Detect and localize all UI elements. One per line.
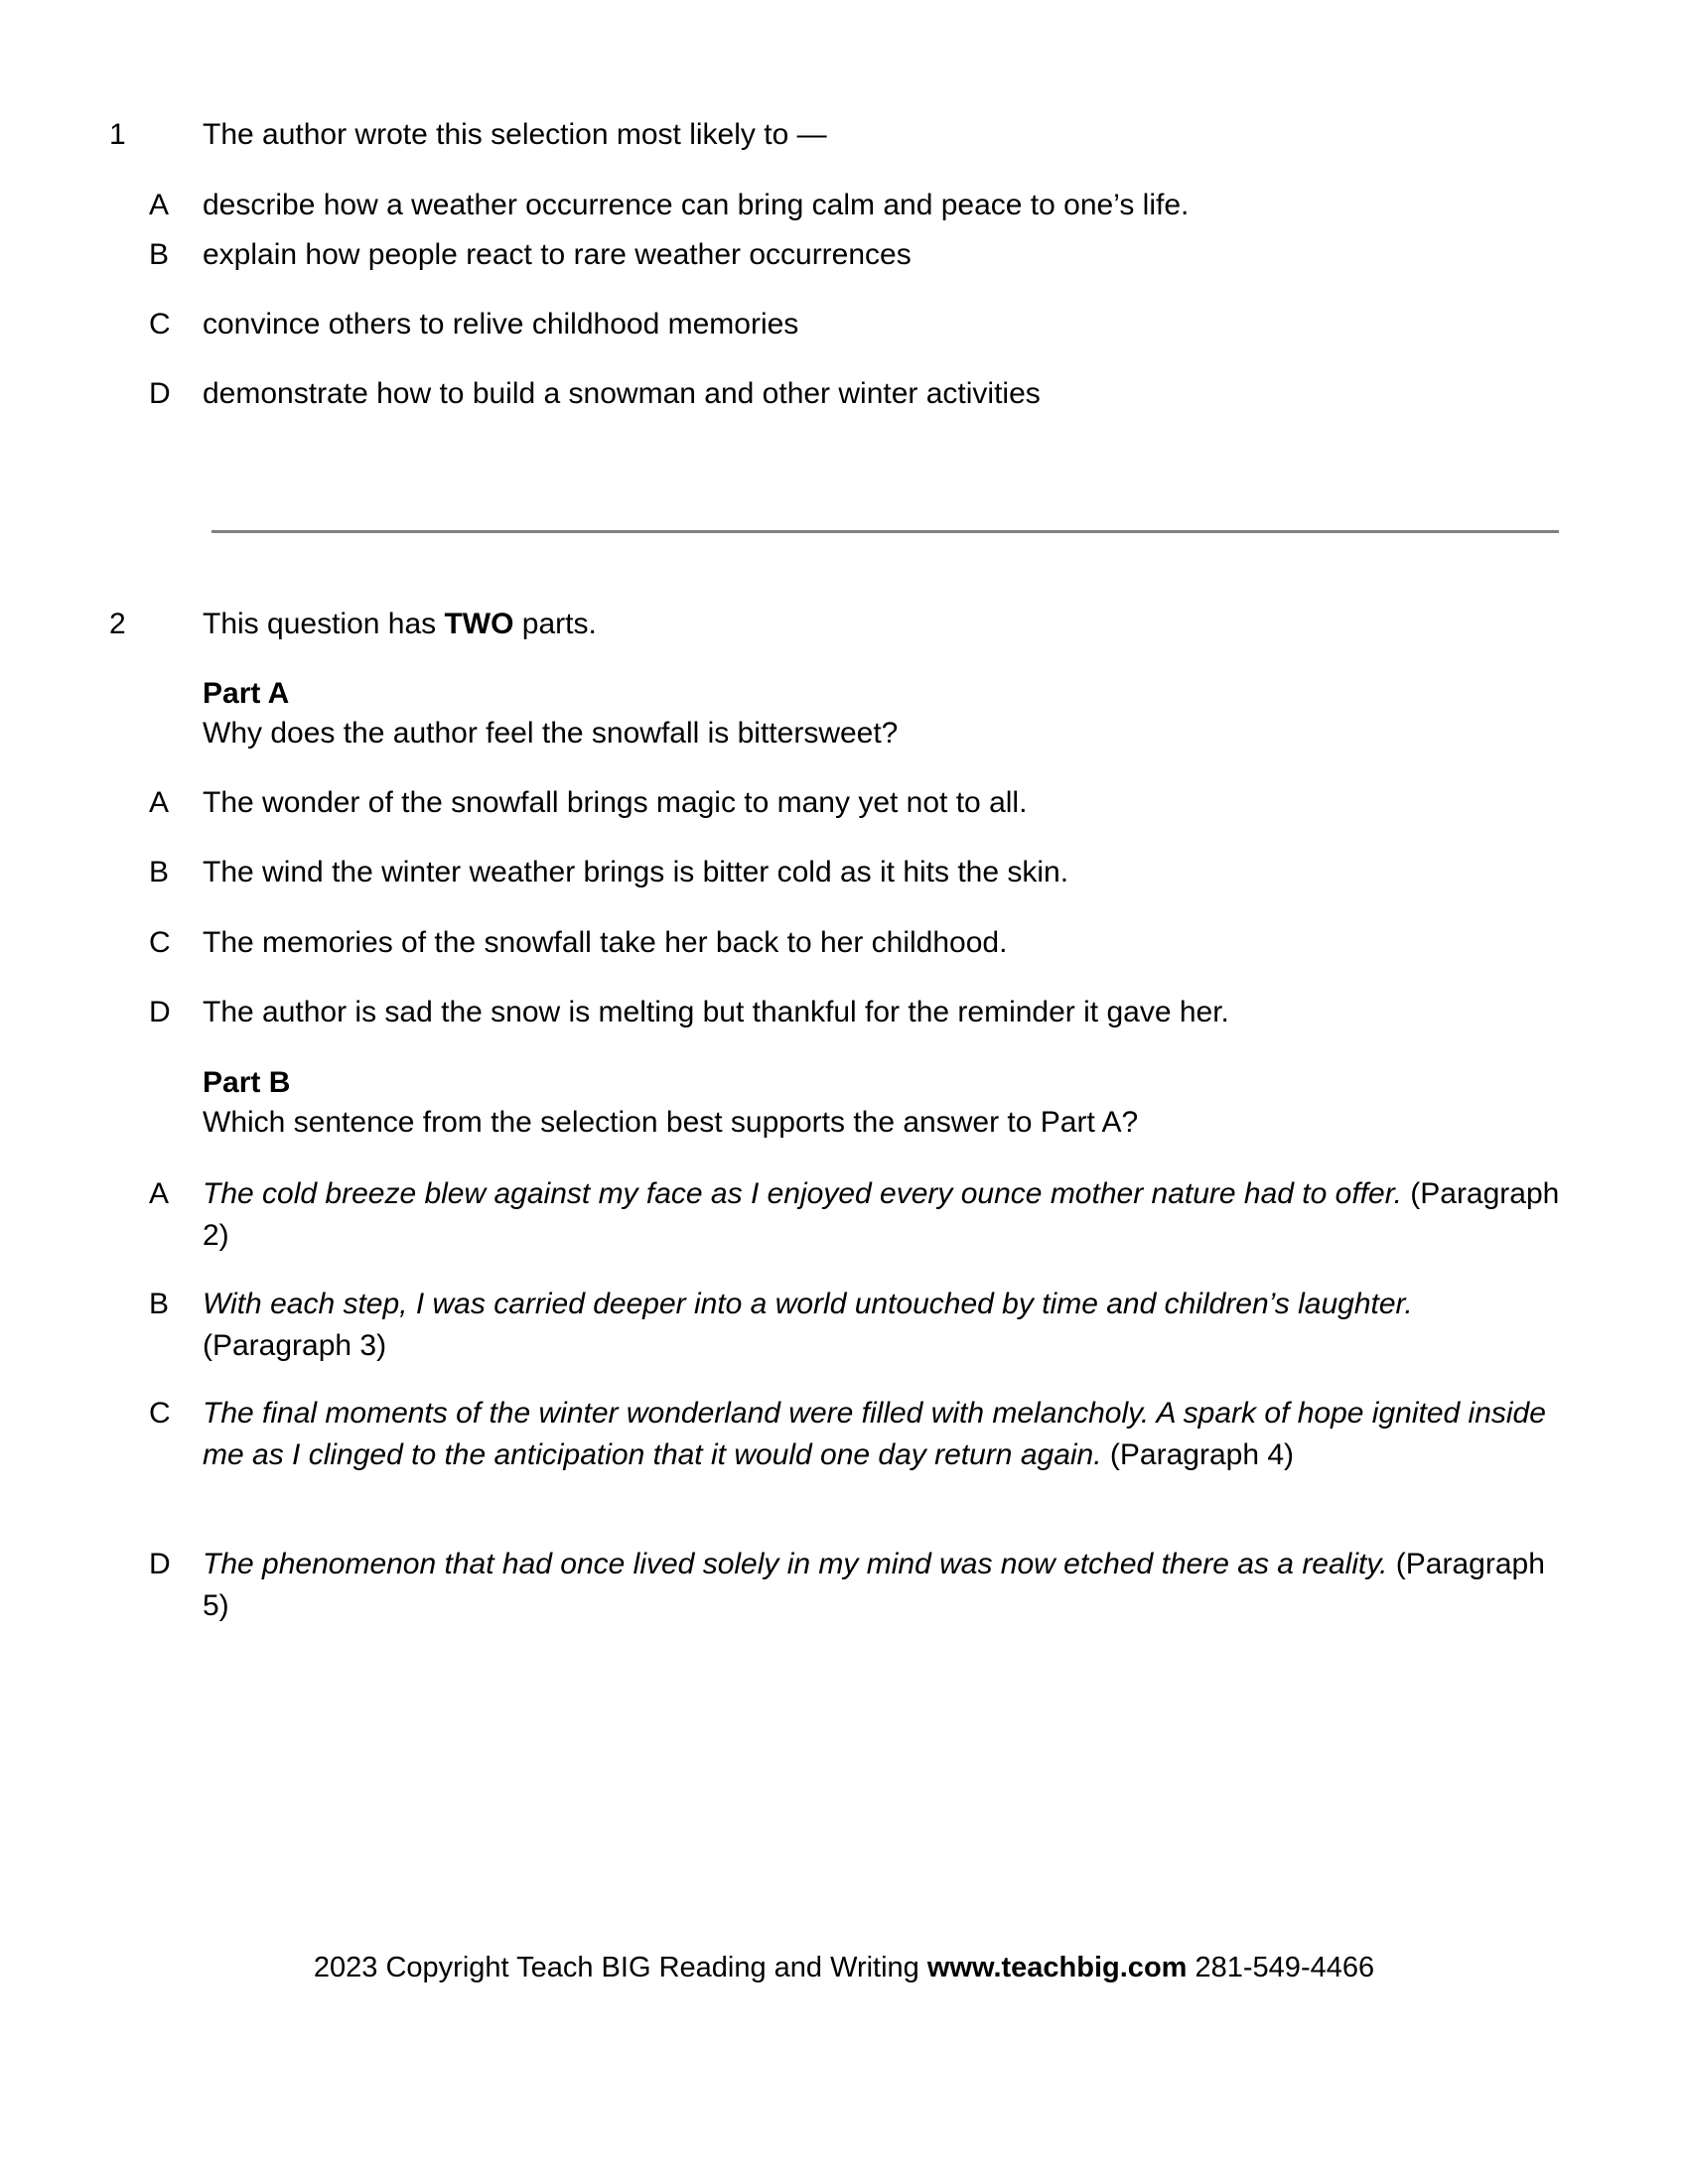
part-b-heading: Part B — [203, 1066, 291, 1099]
option-quote: The final moments of the winter wonderland were filled with melancholy. A spark of hope ignited inside me as I clinged to the anticipation that it would one day return again. — [203, 1397, 1546, 1471]
footer-website: www.teachbig.com — [926, 1952, 1188, 1983]
option-letter: A — [149, 1177, 170, 1210]
option-letter: B — [149, 1288, 170, 1320]
option-source: (Paragraph 3) — [203, 1329, 387, 1362]
option-quote: The phenomenon that had once lived solely in my mind was now etched there as a reality. — [203, 1548, 1388, 1580]
option-quote: With each step, I was carried deeper into a world untouched by time and children’s laughter. — [203, 1288, 1413, 1320]
option-text — [203, 1544, 1568, 1627]
option-text: The author is sad the snow is melting but thankful for the reminder it gave her. — [203, 996, 1229, 1028]
option-text: The wind the winter weather brings is bitter cold as it hits the skin. — [203, 856, 1069, 888]
option-text — [203, 1393, 1573, 1476]
question-2-stem-prefix: This question has — [203, 608, 445, 640]
question-1-stem: The author wrote this selection most likely to — — [203, 118, 827, 151]
option-text — [203, 1284, 1568, 1367]
option-text: convince others to relive childhood memories — [203, 308, 799, 341]
option-source: (Paragraph 2) — [203, 1177, 1560, 1252]
option-letter: A — [149, 786, 170, 819]
question-2-number: 2 — [109, 608, 126, 640]
option-source: (Paragraph 4) — [1101, 1438, 1295, 1471]
option-text: demonstrate how to build a snowman and other winter activities — [203, 377, 1041, 410]
option-letter: D — [149, 1548, 171, 1580]
question-2-stem — [203, 604, 1573, 645]
question-2-stem-suffix: parts. — [513, 608, 597, 640]
option-source: (Paragraph 5) — [203, 1548, 1545, 1622]
option-text: The memories of the snowfall take her back to her childhood. — [203, 926, 1008, 959]
page-footer — [0, 1948, 1688, 1987]
option-letter: B — [149, 856, 170, 888]
option-quote: The cold breeze blew against my face as I enjoyed every ounce mother nature had to offer. — [203, 1177, 1402, 1210]
option-letter: A — [149, 189, 170, 221]
option-letter: C — [149, 1397, 171, 1430]
option-letter: C — [149, 308, 171, 341]
option-letter: C — [149, 926, 171, 959]
question-2-stem-emphasis: TWO — [444, 608, 514, 640]
part-a-heading: Part A — [203, 677, 290, 710]
option-letter: D — [149, 996, 171, 1028]
option-text — [203, 1173, 1568, 1257]
option-text: describe how a weather occurrence can bring calm and peace to one’s life. — [203, 189, 1190, 221]
question-1-number: 1 — [109, 118, 126, 151]
footer-phone: 281-549-4466 — [1187, 1952, 1375, 1983]
part-b-prompt: Which sentence from the selection best supports the answer to Part A? — [203, 1106, 1139, 1139]
section-divider — [211, 530, 1559, 533]
option-text: explain how people react to rare weather occurrences — [203, 238, 912, 271]
option-text: The wonder of the snowfall brings magic to many yet not to all. — [203, 786, 1028, 819]
option-letter: B — [149, 238, 170, 271]
footer-copyright: 2023 Copyright Teach BIG Reading and Writing — [313, 1952, 927, 1983]
option-letter: D — [149, 377, 171, 410]
part-a-prompt: Why does the author feel the snowfall is bittersweet? — [203, 717, 899, 750]
